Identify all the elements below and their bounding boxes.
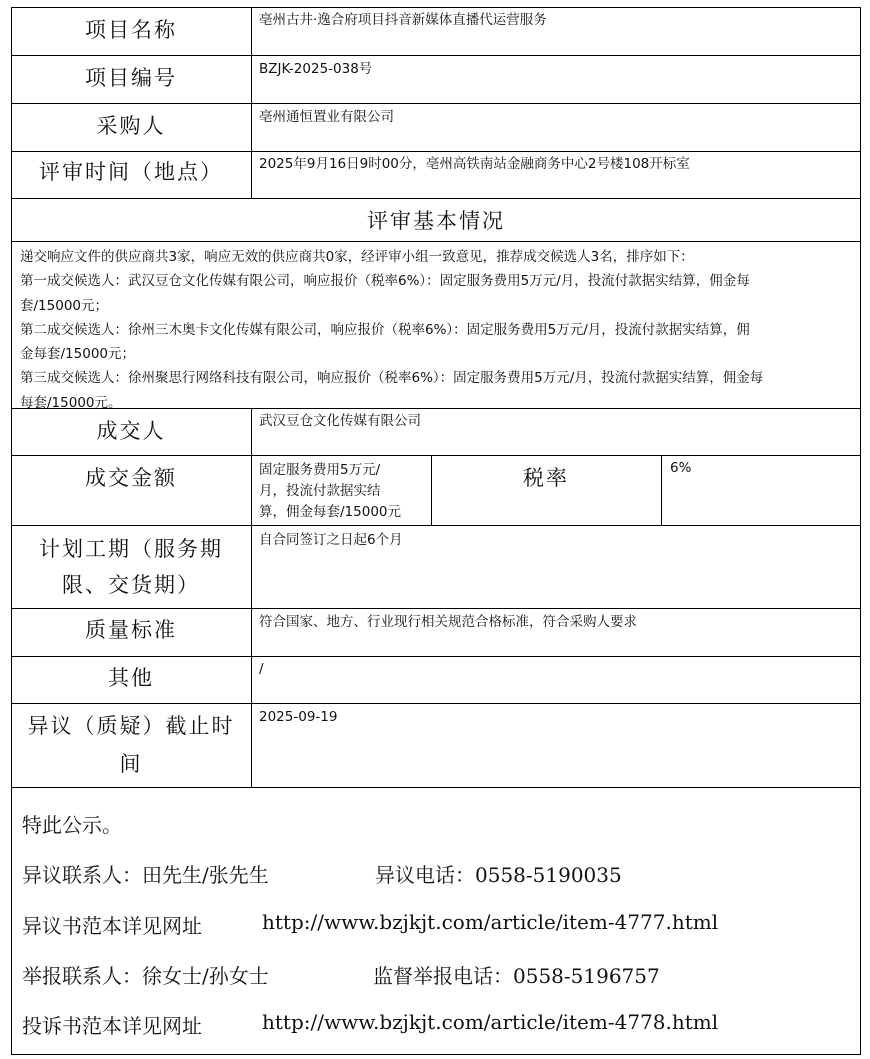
amount-line: 月，投流付款据实结 bbox=[259, 483, 381, 499]
objection-deadline-value: 2025-09-19 bbox=[259, 709, 338, 725]
review-section-text bbox=[20, 245, 850, 415]
report-phone: 监督举报电话：0558-5196757 bbox=[373, 964, 660, 988]
period-label-line: 计划工期（服务期 bbox=[39, 537, 223, 561]
row-divider bbox=[11, 656, 861, 657]
row-divider bbox=[11, 703, 861, 704]
other-label: 其他 bbox=[108, 666, 154, 690]
quality-label: 质量标准 bbox=[85, 618, 177, 642]
amount-label: 成交金额 bbox=[85, 466, 177, 490]
winner-value: 武汉豆仓文化传媒有限公司 bbox=[259, 413, 421, 429]
column-divider bbox=[251, 7, 252, 198]
quality-value: 符合国家、地方、行业现行相关规范合格标准，符合采购人要求 bbox=[259, 614, 637, 630]
winner-label: 成交人 bbox=[96, 419, 166, 443]
notice-text: 特此公示。 bbox=[22, 813, 122, 837]
row-divider bbox=[11, 103, 861, 104]
review-line: 金每套/15000元； bbox=[20, 346, 135, 363]
report-contact: 举报联系人：徐女士/孙女士 bbox=[22, 964, 269, 988]
project-name-label: 项目名称 bbox=[85, 18, 177, 42]
objection-phone: 异议电话：0558-5190035 bbox=[375, 863, 622, 887]
project-no-value: BZJK-2025-038号 bbox=[259, 61, 373, 77]
purchaser-value: 亳州通恒置业有限公司 bbox=[259, 109, 394, 125]
project-name-value: 亳州古井·逸合府项目抖音新媒体直播代运营服务 bbox=[259, 12, 547, 28]
row-divider bbox=[11, 787, 861, 788]
row-divider bbox=[11, 151, 861, 152]
review-line: 第三成交候选人：徐州聚思行网络科技有限公司，响应报价（税率6%）：固定服务费用5万元/月，投流付款据实结算，佣金每 bbox=[20, 370, 764, 387]
amount-value bbox=[259, 460, 401, 523]
objection-deadline-label-line: 间 bbox=[119, 752, 143, 776]
period-label bbox=[11, 531, 251, 603]
row-divider bbox=[11, 55, 861, 56]
row-divider bbox=[11, 608, 861, 609]
objection-deadline-label bbox=[11, 707, 251, 783]
column-divider bbox=[661, 455, 662, 525]
amount-line: 固定服务费用5万元/ bbox=[259, 462, 381, 478]
review-section-title: 评审基本情况 bbox=[367, 209, 505, 233]
column-divider bbox=[251, 408, 252, 787]
review-line: 第二成交候选人：徐州三木奥卡文化传媒有限公司，响应报价（税率6%）：固定服务费用5万元/月，投流付款据实结算，佣 bbox=[20, 321, 750, 338]
row-divider bbox=[11, 241, 861, 242]
tax-label: 税率 bbox=[523, 466, 569, 490]
objection-template-link[interactable]: http://www.bzjkjt.com/article/item-4777.html bbox=[262, 910, 719, 934]
review-line: 套/15000元； bbox=[20, 297, 108, 314]
complaint-template-label: 投诉书范本详见网址 bbox=[22, 1014, 202, 1038]
project-no-label: 项目编号 bbox=[85, 66, 177, 90]
other-value: / bbox=[259, 661, 264, 677]
objection-deadline-label-line: 异议（质疑）截止时 bbox=[27, 714, 235, 738]
period-value: 自合同签订之日起6个月 bbox=[259, 532, 403, 548]
review-time-label: 评审时间（地点） bbox=[39, 160, 223, 184]
review-line: 第一成交候选人：武汉豆仓文化传媒有限公司，响应报价（税率6%）：固定服务费用5万元/月，投流付款据实结算，佣金每 bbox=[20, 273, 750, 290]
amount-line: 算，佣金每套/15000元 bbox=[259, 504, 401, 520]
review-line: 每套/15000元。 bbox=[20, 394, 122, 411]
row-divider bbox=[11, 198, 861, 199]
review-line: 递交响应文件的供应商共3家，响应无效的供应商共0家，经评审小组一致意见，推荐成交候选人3名，排序如下： bbox=[20, 249, 694, 265]
objection-template-label: 异议书范本详见网址 bbox=[22, 914, 202, 938]
tax-value: 6% bbox=[670, 460, 692, 476]
row-divider bbox=[11, 455, 861, 456]
row-divider bbox=[11, 525, 861, 526]
purchaser-label: 采购人 bbox=[96, 114, 166, 138]
period-label-line: 限、交货期） bbox=[62, 573, 200, 597]
review-time-value: 2025年9月16日9时00分，亳州高铁南站金融商务中心2号楼108开标室 bbox=[259, 156, 690, 172]
complaint-template-link[interactable]: http://www.bzjkjt.com/article/item-4778.html bbox=[262, 1010, 719, 1034]
objection-contact: 异议联系人：田先生/张先生 bbox=[22, 863, 269, 887]
